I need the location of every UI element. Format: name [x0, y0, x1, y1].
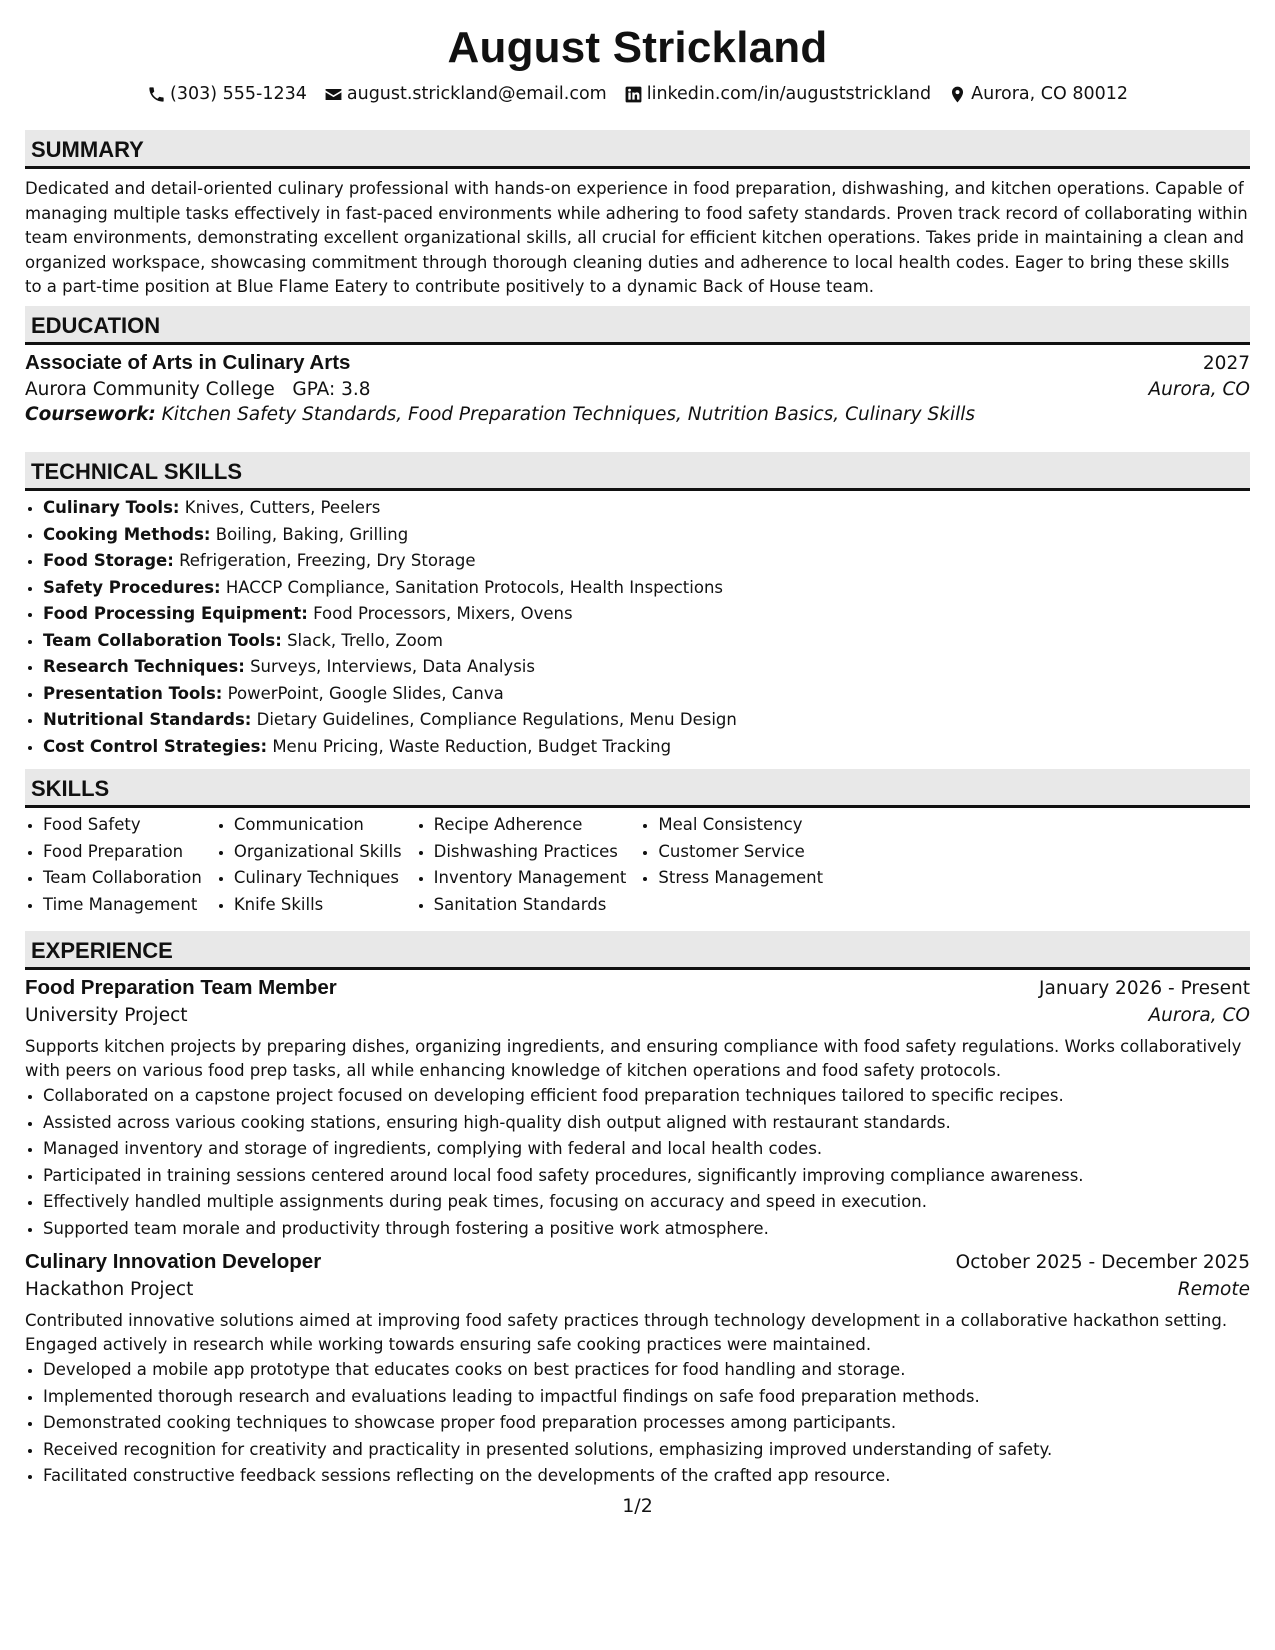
job-location: Remote [1177, 1279, 1250, 1300]
list-item [43, 707, 1250, 734]
skill-category: Cooking Methods: [43, 524, 211, 544]
skill-category: Cost Control Strategies: [43, 736, 268, 756]
skills-column-4 [640, 812, 823, 918]
skills-column-3 [416, 812, 627, 918]
list-item [43, 548, 1250, 575]
list-item: • Communication [234, 812, 402, 839]
list-item: • Effectively handled multiple assignments during peak times, focusing on accuracy and speed in execution. [43, 1189, 1250, 1216]
list-item [43, 681, 1250, 708]
skill-values: Menu Pricing, Waste Reduction, Budget Tracking [272, 736, 672, 756]
skill-values: Slack, Trello, Zoom [287, 630, 443, 650]
summary-section [25, 130, 1250, 300]
skill-values: Food Processors, Mixers, Ovens [313, 604, 573, 623]
section-header [25, 769, 1250, 808]
list-item [43, 734, 1250, 761]
school-location: Aurora, CO [1148, 379, 1250, 400]
coursework [25, 404, 1250, 425]
job-role: Culinary Innovation Developer [25, 1250, 322, 1273]
skill-values: Refrigeration, Freezing, Dry Storage [179, 551, 476, 570]
skills-columns [25, 812, 1250, 918]
list-item: • Developed a mobile app prototype that educates cooks on best practices for food handling and storage. [43, 1357, 1250, 1384]
phone-icon [147, 85, 166, 104]
section-title: EXPERIENCE [31, 938, 173, 963]
skill-category: Research Techniques: [43, 657, 245, 676]
contact-line [0, 82, 1275, 106]
experience-entry [25, 1250, 1250, 1490]
skill-values: Boiling, Baking, Grilling [215, 524, 409, 544]
list-item: • Stress Management [658, 865, 823, 892]
skill-values: Dietary Guidelines, Compliance Regulations, Menu Design [256, 710, 737, 729]
skill-values: Knives, Cutters, Peelers [184, 498, 381, 517]
contact-phone [147, 82, 307, 106]
list-item: • Recipe Adherence [434, 812, 627, 839]
coursework-label: Coursework: [25, 404, 156, 425]
summary-text: Dedicated and detail-oriented culinary professional with hands-on experience in food preparation, dishwashing, and kitchen operations. Capable of managing multiple tasks effectively in fast-paced environments while adhering to food safety standards. Proven track record of collaborating within team environments, demonstrating excellent organizational skills, all crucial for efficient kitchen operations. Takes pride in maintaining a clean and organized workspace, showcasing commitment through thorough cleaning duties and adherence to local health codes. Eager to bring these skills to a part-time position at Blue Flame Eatery to contribute positively to a dynamic Back of House team. [25, 179, 1248, 296]
list-item [43, 495, 1250, 522]
list-item: • Team Collaboration [43, 865, 202, 892]
section-header [25, 931, 1250, 970]
list-item: • Culinary Techniques [234, 865, 402, 892]
job-summary: Contributed innovative solutions aimed at improving food safety practices through technology development in a collaborative hackathon setting. Engaged actively in research while working towards ensuring safe cooking practices were maintained. [25, 1311, 1228, 1354]
list-item: • Dishwashing Practices [434, 839, 627, 866]
education-section [25, 306, 1250, 425]
skills-column-1 [25, 812, 202, 918]
phone-text: (303) 555-1234 [170, 84, 307, 104]
school-row [25, 379, 1250, 400]
degree-title: Associate of Arts in Culinary Arts [25, 351, 351, 374]
list-item: • Participated in training sessions centered around local food safety procedures, significantly improving compliance awareness. [43, 1163, 1250, 1190]
job-dates: October 2025 - December 2025 [955, 1252, 1250, 1273]
email-link[interactable]: august.strickland@email.com [346, 84, 607, 104]
job-dates: January 2026 - Present [1039, 978, 1250, 999]
list-item: • Implemented thorough research and evaluations leading to impactful findings on safe food preparation methods. [43, 1384, 1250, 1411]
list-item [43, 654, 1250, 681]
skill-values: Surveys, Interviews, Data Analysis [250, 657, 535, 676]
list-item: • Food Preparation [43, 839, 202, 866]
location-text: Aurora, CO 80012 [971, 84, 1128, 104]
coursework-list: Kitchen Safety Standards, Food Preparation Techniques, Nutrition Basics, Culinary Skills [161, 404, 975, 425]
list-item: • Received recognition for creativity and practicality in presented solutions, emphasizing improved understanding of safety. [43, 1437, 1250, 1464]
section-title: EDUCATION [31, 313, 161, 338]
skill-values: HACCP Compliance, Sanitation Protocols, Health Inspections [225, 577, 724, 597]
job-title-row [25, 976, 1250, 1000]
contact-email[interactable] [324, 82, 607, 106]
contact-location [948, 82, 1128, 106]
linkedin-icon [624, 85, 643, 104]
list-item: • Organizational Skills [234, 839, 402, 866]
skill-category: Culinary Tools: [43, 498, 180, 517]
list-item: • Customer Service [658, 839, 823, 866]
job-org-row [25, 1005, 1250, 1026]
job-bullets [25, 1083, 1250, 1242]
job-location: Aurora, CO [1148, 1005, 1250, 1026]
job-summary: Supports kitchen projects by preparing dishes, organizing ingredients, and ensuring compliance with food safety regulations. Works collaboratively with peers on various food prep tasks, all while enhancing knowledge of kitchen operations and food safety protocols. [25, 1037, 1242, 1080]
linkedin-link[interactable]: linkedin.com/in/auguststrickland [646, 84, 932, 104]
skills-column-2 [216, 812, 402, 918]
list-item: • Facilitated constructive feedback sessions reflecting on the developments of the crafted app resource. [43, 1463, 1250, 1490]
list-item: • Inventory Management [434, 865, 627, 892]
list-item: • Managed inventory and storage of ingredients, complying with federal and local health codes. [43, 1136, 1250, 1163]
skill-category: Food Storage: [43, 551, 174, 570]
job-bullets [25, 1357, 1250, 1490]
school-info [25, 379, 371, 400]
job-organization: Hackathon Project [25, 1279, 194, 1300]
list-item [43, 522, 1250, 549]
skill-values: PowerPoint, Google Slides, Canva [227, 683, 504, 703]
skill-category: Presentation Tools: [43, 683, 223, 703]
section-header [25, 306, 1250, 345]
list-item: • Meal Consistency [658, 812, 823, 839]
section-title: SUMMARY [31, 137, 144, 162]
list-item [43, 575, 1250, 602]
list-item: • Demonstrated cooking techniques to showcase proper food preparation processes among participants. [43, 1410, 1250, 1437]
experience-entry [25, 976, 1250, 1242]
job-role: Food Preparation Team Member [25, 976, 337, 999]
list-item: • Food Safety [43, 812, 202, 839]
gpa: GPA: 3.8 [292, 379, 371, 400]
job-title-row [25, 1250, 1250, 1274]
list-item: • Sanitation Standards [434, 892, 627, 919]
job-organization: University Project [25, 1005, 188, 1026]
degree-row [25, 351, 1250, 375]
technical-skills-section [25, 452, 1250, 760]
graduation-year: 2027 [1202, 353, 1250, 374]
section-title: SKILLS [31, 776, 110, 801]
skill-category: Team Collaboration Tools: [43, 630, 282, 650]
section-header [25, 452, 1250, 491]
technical-skills-list [25, 495, 1250, 760]
list-item: • Time Management [43, 892, 202, 919]
experience-section [25, 931, 1250, 1490]
section-header [25, 130, 1250, 169]
candidate-name: August Strickland [447, 23, 828, 72]
list-item: • Collaborated on a capstone project focused on developing efficient food preparation techniques tailored to specific recipes. [43, 1083, 1250, 1110]
list-item [43, 628, 1250, 655]
section-title: TECHNICAL SKILLS [31, 459, 243, 484]
contact-linkedin[interactable] [624, 82, 931, 106]
resume-header [0, 0, 1275, 106]
list-item: • Knife Skills [234, 892, 402, 919]
list-item [43, 601, 1250, 628]
list-item: • Supported team morale and productivity through fostering a positive work atmosphere. [43, 1216, 1250, 1243]
envelope-icon [324, 85, 343, 104]
skill-category: Nutritional Standards: [43, 710, 252, 729]
job-org-row [25, 1279, 1250, 1300]
skills-section [25, 769, 1250, 918]
school-name: Aurora Community College [25, 379, 275, 400]
list-item: • Assisted across various cooking stations, ensuring high-quality dish output aligned with restaurant standards. [43, 1110, 1250, 1137]
skill-category: Safety Procedures: [43, 577, 221, 597]
page-number: 1/2 [622, 1495, 653, 1517]
skill-category: Food Processing Equipment: [43, 604, 308, 623]
map-pin-icon [948, 85, 967, 104]
